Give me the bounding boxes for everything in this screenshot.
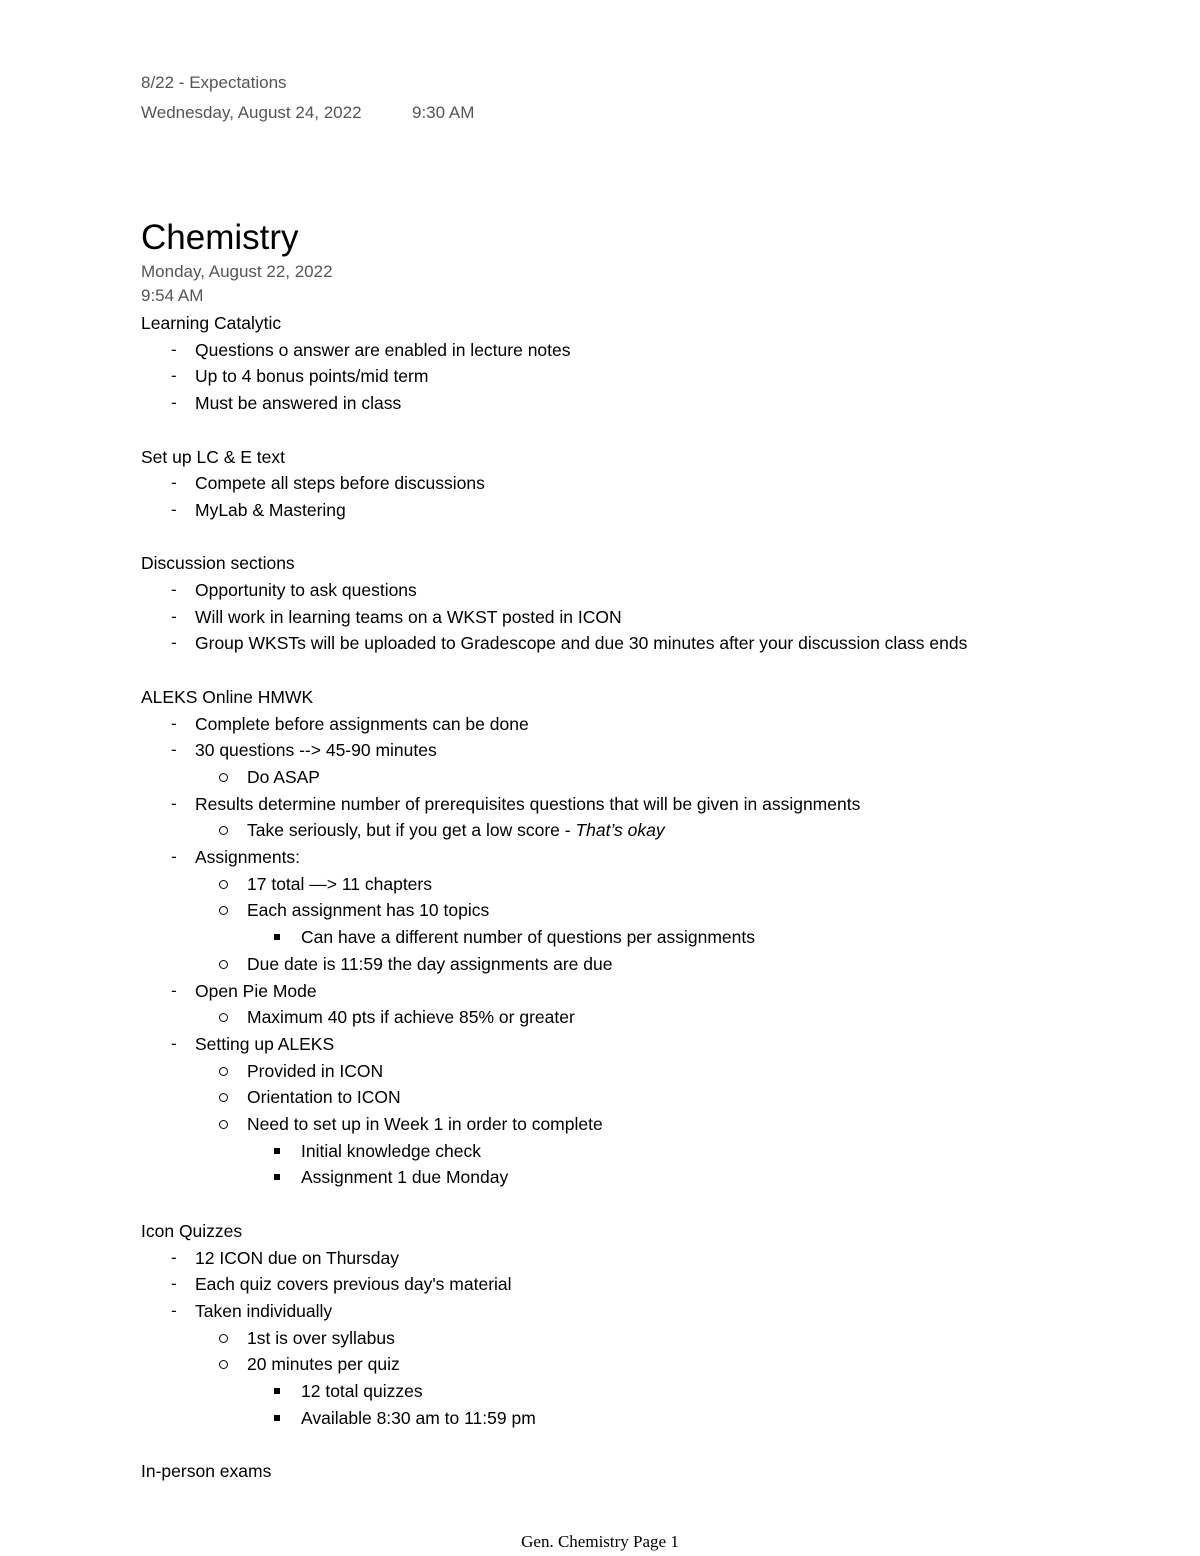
dash-bullet-icon: -: [171, 847, 177, 867]
note-time: 9:54 AM: [141, 286, 204, 305]
list-item: - Group WKSTs will be uploaded to Gradescope and due 30 minutes after your discussion class ends: [141, 630, 1141, 657]
list-item: Each assignment has 10 topics Can have a different number of questions per assignments: [195, 897, 1141, 950]
list-item: Assignment 1 due Monday: [247, 1164, 1141, 1191]
list-item: - 30 questions --> 45-90 minutes Do ASAP: [141, 737, 1141, 790]
section-heading-discussion: Discussion sections: [141, 553, 295, 574]
note-body: [141, 310, 1141, 1485]
list-item: Available 8:30 am to 11:59 pm: [247, 1405, 1141, 1432]
circle-bullet-icon: [219, 773, 228, 782]
note-date: Monday, August 22, 2022: [141, 262, 333, 281]
section-heading-learning-catalytic: Learning Catalytic: [141, 313, 282, 333]
page-header-date: Wednesday, August 24, 2022: [141, 103, 362, 122]
bullet-list: [141, 577, 1141, 657]
list-item: Can have a different number of questions per assignments: [247, 924, 1141, 951]
square-bullet-icon: [274, 1415, 280, 1421]
list-item: Initial knowledge check: [247, 1138, 1141, 1165]
list-item: - Questions o answer are enabled in lecture notes: [141, 337, 1141, 364]
list-item: Provided in ICON: [195, 1058, 1141, 1085]
sub-list: [141, 1058, 1141, 1192]
list-item: - Setting up ALEKS Provided in ICON Orientation to ICON Need to set up in Week 1 in order to complete Initial knowledge check Assignment 1 due Monday: [141, 1031, 1141, 1191]
bullet-list: [141, 470, 1141, 523]
list-item: Due date is 11:59 the day assignments are due: [195, 951, 1141, 978]
list-item: - Will work in learning teams on a WKST posted in ICON: [141, 604, 1141, 631]
list-item: Take seriously, but if you get a low score - That’s okay: [195, 817, 1141, 844]
dash-bullet-icon: -: [171, 473, 177, 493]
section-heading-exams: In-person exams: [141, 1461, 272, 1482]
dash-bullet-icon: -: [171, 1033, 177, 1053]
circle-bullet-icon: [219, 880, 228, 889]
dash-bullet-icon: -: [171, 393, 177, 413]
dash-bullet-icon: -: [171, 580, 177, 599]
list-item: - Up to 4 bonus points/mid term: [141, 363, 1141, 390]
dash-bullet-icon: -: [171, 633, 177, 653]
circle-bullet-icon: [219, 1334, 228, 1343]
list-item: - Results determine number of prerequisites questions that will be given in assignments Take seriously, but if you get a low score - That’s okay: [141, 791, 1141, 844]
bullet-list: [141, 337, 1141, 417]
sub-sub-list: [247, 924, 1141, 951]
dash-bullet-icon: -: [171, 1274, 177, 1294]
list-item: - MyLab & Mastering: [141, 497, 1141, 524]
page-footer: Gen. Chemistry Page 1: [521, 1532, 679, 1551]
sub-sub-list: [247, 1378, 1141, 1431]
section-heading-icon-quizzes: Icon Quizzes: [141, 1220, 243, 1241]
list-item: 17 total —> 11 chapters: [195, 871, 1141, 898]
dash-bullet-icon: -: [171, 740, 177, 760]
list-item: - Taken individually 1st is over syllabus 20 minutes per quiz 12 total quizzes Available 8:30 am to 11:59 pm: [141, 1298, 1141, 1432]
list-item: Need to set up in Week 1 in order to complete Initial knowledge check Assignment 1 due Monday: [195, 1111, 1141, 1191]
note-title: Chemistry: [141, 218, 299, 257]
list-item: Maximum 40 pts if achieve 85% or greater: [195, 1004, 1141, 1031]
dash-bullet-icon: -: [171, 339, 177, 359]
bullet-list: [141, 1245, 1141, 1432]
list-item: 1st is over syllabus: [195, 1325, 1141, 1352]
sub-list: [141, 1325, 1141, 1432]
list-item: Do ASAP: [195, 764, 1141, 791]
sub-sub-list: [247, 1138, 1141, 1191]
circle-bullet-icon: [219, 826, 228, 835]
bullet-list: [141, 711, 1141, 1192]
dash-bullet-icon: -: [171, 713, 177, 733]
list-item: 20 minutes per quiz 12 total quizzes Available 8:30 am to 11:59 pm: [195, 1351, 1141, 1431]
square-bullet-icon: [274, 934, 280, 940]
section-heading-aleks: ALEKS Online HMWK: [141, 686, 314, 707]
list-item: - Compete all steps before discussions: [141, 470, 1141, 497]
list-item: - Must be answered in class: [141, 390, 1141, 417]
list-item: - Open Pie Mode Maximum 40 pts if achieve 85% or greater: [141, 978, 1141, 1031]
list-item: - Opportunity to ask questions: [141, 577, 1141, 604]
list-item: - Assignments: 17 total —> 11 chapters Each assignment has 10 topics Can have a different number of questions per assignments Due date is 11:59 the day assignments are due: [141, 844, 1141, 978]
circle-bullet-icon: [219, 1067, 228, 1076]
page-header-time: 9:30 AM: [412, 103, 475, 122]
dash-bullet-icon: -: [171, 980, 177, 1000]
circle-bullet-icon: [219, 906, 228, 915]
dash-bullet-icon: -: [171, 606, 177, 626]
list-item: - Complete before assignments can be done: [141, 711, 1141, 738]
circle-bullet-icon: [219, 1093, 228, 1102]
sub-list: [141, 871, 1141, 978]
sub-list: [141, 1004, 1141, 1031]
list-item: - Each quiz covers previous day's material: [141, 1271, 1141, 1298]
list-item: - 12 ICON due on Thursday: [141, 1245, 1141, 1272]
sub-list: [141, 764, 1141, 791]
section-heading-setup: Set up LC & E text: [141, 446, 285, 467]
dash-bullet-icon: -: [171, 1247, 177, 1267]
dash-bullet-icon: -: [171, 366, 177, 386]
square-bullet-icon: [274, 1174, 280, 1180]
circle-bullet-icon: [219, 960, 228, 969]
dash-bullet-icon: -: [171, 499, 177, 519]
dash-bullet-icon: -: [171, 1300, 177, 1320]
list-item: 12 total quizzes: [247, 1378, 1141, 1405]
dash-bullet-icon: -: [171, 793, 177, 813]
page-header-title: 8/22 - Expectations: [141, 73, 287, 92]
circle-bullet-icon: [219, 1013, 228, 1022]
circle-bullet-icon: [219, 1360, 228, 1369]
circle-bullet-icon: [219, 1120, 228, 1129]
square-bullet-icon: [274, 1148, 280, 1154]
sub-list: [141, 817, 1141, 844]
list-item: Orientation to ICON: [195, 1084, 1141, 1111]
square-bullet-icon: [274, 1388, 280, 1394]
